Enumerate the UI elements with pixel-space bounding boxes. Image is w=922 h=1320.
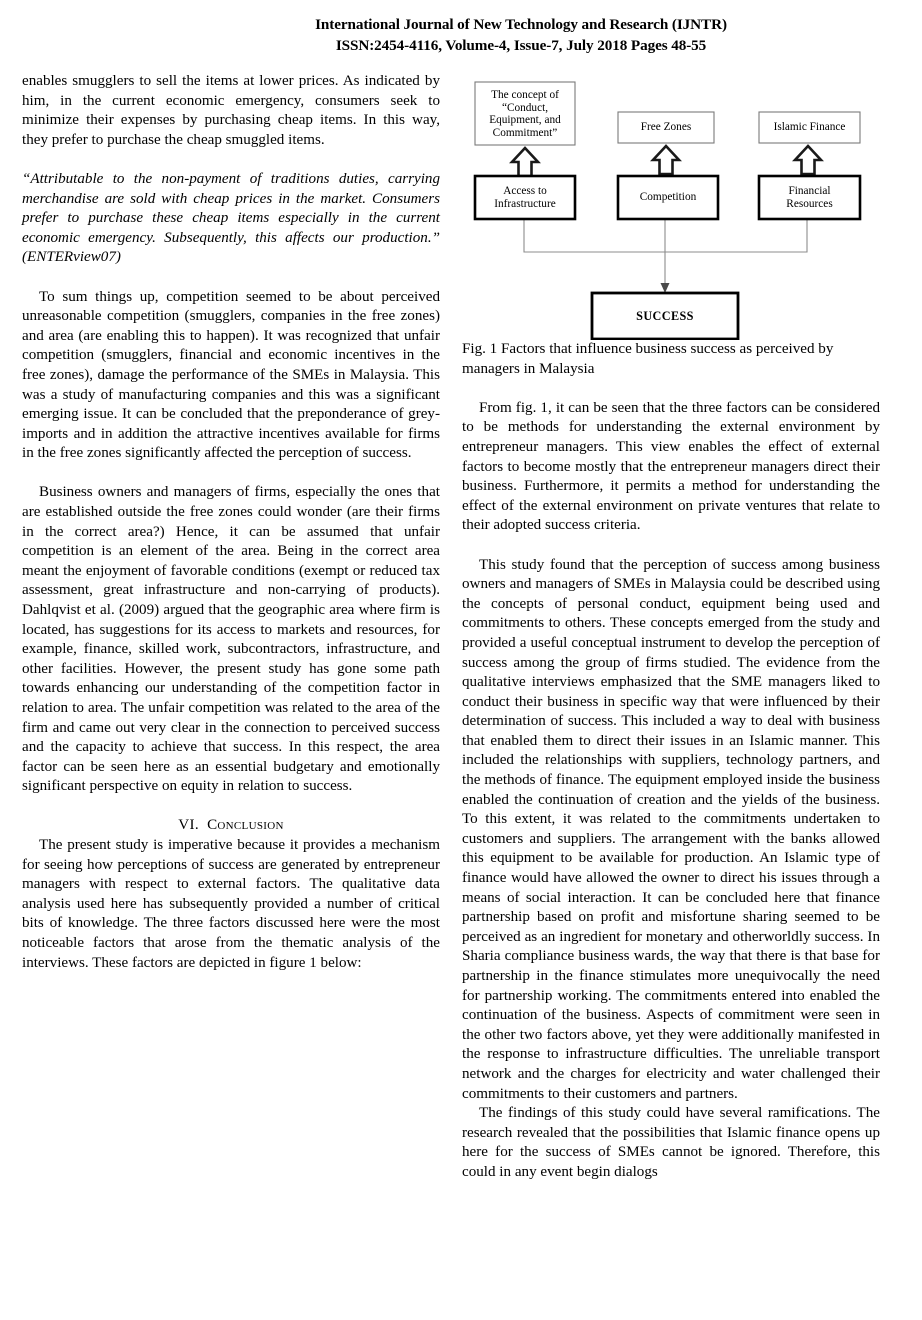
connector-lines	[524, 219, 807, 286]
connector-left	[524, 219, 665, 252]
node-free-zones-label	[618, 121, 714, 134]
interview-quote-enterview07: “Attributable to the non-payment of traditions duties, carrying merchandise are sold with cheap prices in the market. Consumers prefer to purchase these cheap items especially in the current economic emergency. Subsequently, this affects our production.” (ENTERview07)	[22, 170, 440, 266]
connector-right	[665, 219, 807, 252]
node-financial-line-1: Financial	[788, 185, 831, 197]
node-competition-text: Competition	[639, 191, 697, 203]
paragraph-competition-summary: To sum things up, competition seemed to be about perceived unreasonable competition (smugglers, companies in the free zones) and area (are enabling this to happen). It was recognized that unfair competition (smugglers, financial and economic incentives in the free zones), damage the performance of the SMEs in Malaysia. This was a study of manufacturing companies and this was a significant emerging issue. It can be concluded that the preponderance of grey-imports and in addition the attractive incentives available for firms in the free zones significantly affected the perception of success.	[22, 288, 440, 462]
node-free-zones-text: Free Zones	[640, 121, 692, 133]
block-arrow-up-left	[512, 148, 538, 176]
paragraph-continued-smugglers: enables smugglers to sell the items at lower prices. As indicated by him, in the current economic emergency, consumers seek to minimize their expenses by purchasing cheap items. In this way, they prefer to purchase the cheap smuggled items.	[22, 73, 440, 148]
node-success-label	[592, 310, 738, 323]
node-concept-label	[475, 89, 575, 139]
paragraph-study-found: This study found that the perception of success among business owners and managers of SMEs in Malaysia could be described using the concepts of personal conduct, equipment being used and commitments to others. These concepts emerged from the study and provided a useful conceptual instrument to develop the perception of success among the group of firms studied. The evidence from the qualitative interviews emphasized that the SME managers liked to conduct their business in specific way that were influenced by their determination of success. This included a way to deal with business that enabled them to direct their issues in an Islamic manner. This included the relationships with suppliers, technology partners, and the methods of finance. The equipment employed inside the business enabled the continuation of creation and the yields of the business. To this extent, it was related to the commitments undertaken to customers and suppliers. The arrangement with the banks allowed this equipment to be available for production. An Islamic type of finance would have allowed the owner to direct his issues through a means of social interaction. It can be concluded here that finance partnership based on profit and misfortune sharing seemed to be perceived as an ingredient for monetary and otherworldly success. In Sharia compliance business wards, the way that there is that base for partnership in the finance stimulates more unequivocally the need for partnership working. The commitments entered into enabled the continuation of the business. Aspects of commitment were seen in the other two factors above, yet they were additionally manifested in the response to infrastructure difficulties. The unreliable transport network and the charges for electricity and water challenged their commitments to their customers and partners.	[462, 556, 880, 1102]
node-islamic-finance-label	[759, 121, 860, 134]
paragraph-conclusion-opening: The present study is imperative because it provides a mechanism for seeing how perceptions of success are generated by entrepreneur managers with respect to external factors. The qualitative data analysis used here has subsequently provided a number of critical bits of knowledge. The three factors discussed here were the most noticeable factors that arose from the thematic analysis of the interviews. These factors are depicted in figure 1 below:	[22, 836, 440, 971]
node-financial-resources-label	[759, 185, 860, 210]
journal-title: International Journal of New Technology and Research (IJNTR)	[315, 16, 727, 33]
figure-1-caption: Fig. 1 Factors that influence business success as perceived by managers in Malaysia	[462, 341, 834, 377]
paragraph-from-fig-1: From fig. 1, it can be seen that the three factors can be considered to be methods for understanding the external environment by entrepreneur managers. This view enables the effect of external factors to become mostly that the entrepreneur managers direct their business. Furthermore, it permits a method for understanding the effect of the external environment on private ventures that relate to their adopted success criteria.	[462, 399, 880, 534]
paragraph-business-owners-area: Business owners and managers of firms, especially the ones that are established outside the free zones could wonder (are their firms in the correct area?) Hence, it can be assumed that unfair competition is an element of the area. Being in the correct area meant the enjoyment of favorable conditions (exempt or reduced tax assessment, great infrastructure and non-carrying of products). Dahlqvist et al. (2009) argued that the geographic area where firm is located, has suggestions for its access to markets and resources, for example, finance, skilled work, subcontractors, infrastructure, and other facilities. However, the present study has gone some path towards enhancing our understanding of the competition factor in relation to area. The unfair competition was related to the area of the firm and came out very clear in the connection to perceived success and the capacity to achieve that success. In this respect, the area factor can be seen here as an essential budgetary and emotionally significant perspective on equity in relation to success.	[22, 484, 440, 795]
node-access-infrastructure-label	[475, 185, 575, 210]
two-column-body	[0, 72, 922, 1317]
node-competition-label	[618, 191, 718, 204]
journal-issue-line: ISSN:2454-4116, Volume-4, Issue-7, July 2018 Pages 48-55	[335, 37, 707, 54]
node-concept-line-1: The concept of	[491, 89, 559, 101]
section-heading-label: Conclusion	[207, 816, 284, 833]
node-islamic-finance-text: Islamic Finance	[773, 121, 846, 133]
node-financial-line-2: Resources	[786, 197, 833, 210]
block-arrow-up-center	[653, 146, 679, 174]
left-column	[22, 72, 440, 973]
figure-1	[462, 72, 880, 340]
paragraph-findings-ramifications: The findings of this study could have several ramifications. The research revealed that the possibilities that Islamic finance opens up here for the success of SMEs cannot be ignored. Therefore, this could in any event begin dialogs	[462, 1105, 880, 1180]
node-success-text: SUCCESS	[636, 309, 694, 323]
node-concept-line-4: Commitment”	[492, 126, 558, 139]
node-access-line-1: Access to	[503, 185, 547, 197]
section-heading-conclusion	[22, 817, 440, 834]
block-arrow-up-right	[795, 146, 821, 174]
node-concept-line-2: “Conduct,	[501, 101, 549, 114]
right-column	[462, 72, 880, 1183]
arrowhead-to-success	[661, 283, 670, 293]
page-header	[0, 14, 922, 56]
node-concept-line-3: Equipment, and	[489, 114, 561, 127]
section-numeral: VI.	[178, 816, 199, 833]
node-access-line-2: Infrastructure	[494, 197, 556, 210]
